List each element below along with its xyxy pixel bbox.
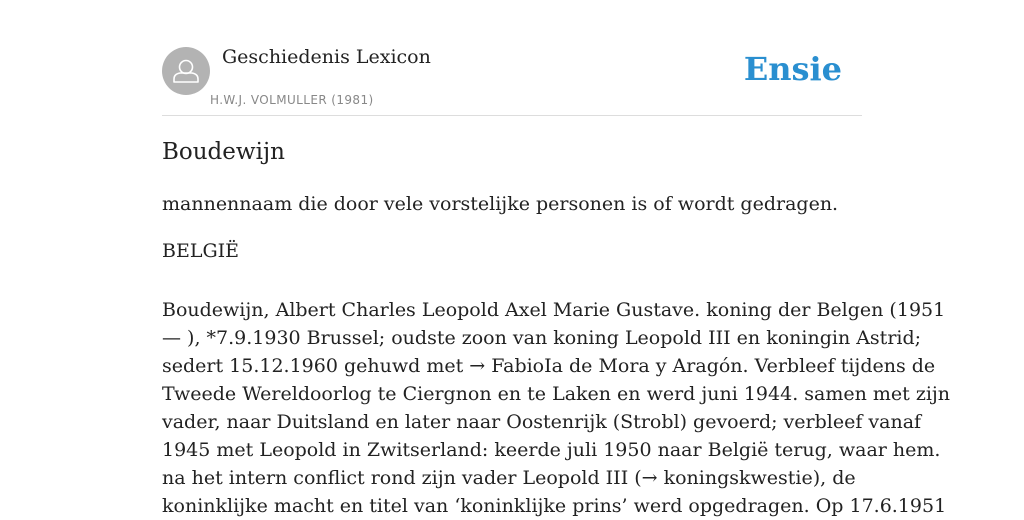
entry-body	[162, 296, 951, 520]
body-line: sedert 15.12.1960 gehuwd met → FabioIa de Mora y Aragón. Verbleef tijdens de	[162, 355, 936, 377]
header	[162, 0, 862, 116]
avatar[interactable]	[162, 47, 210, 95]
entry-definition: mannennaam die door vele vorstelijke personen is of wordt gedragen.	[162, 193, 839, 215]
body-line: Boudewijn, Albert Charles Leopold Axel Marie Gustave. koning der Belgen (1951	[162, 299, 946, 321]
body-line: na het intern conflict rond zijn vader Leopold III (→ koningskwestie), de	[162, 467, 856, 489]
brand-logo[interactable]: Ensie	[743, 50, 842, 88]
body-line: koninklijke macht en titel van ‘koninklijke prins’ werd opgedragen. Op 17.6.1951	[162, 495, 947, 517]
body-line: — ), *7.9.1930 Brussel; oudste zoon van koning Leopold III en koningin Astrid;	[162, 327, 922, 349]
entry-page	[162, 0, 951, 517]
user-icon	[162, 47, 210, 95]
body-line: Tweede Wereldoorlog te Ciergnon en te Laken en werd juni 1944. samen met zijn	[162, 383, 951, 405]
body-line: 1945 met Leopold in Zwitserland: keerde juli 1950 naar België terug, waar hem.	[162, 439, 941, 461]
section-heading: BELGIË	[162, 240, 240, 262]
body-line: vader, naar Duitsland en later naar Oostenrijk (Strobl) gevoerd; verbleef vanaf	[162, 411, 922, 433]
author-credit[interactable]: H.W.J. VOLMULLER (1981)	[210, 93, 374, 107]
lexicon-title[interactable]: Geschiedenis Lexicon	[222, 46, 431, 68]
entry-title: Boudewijn	[162, 139, 285, 165]
